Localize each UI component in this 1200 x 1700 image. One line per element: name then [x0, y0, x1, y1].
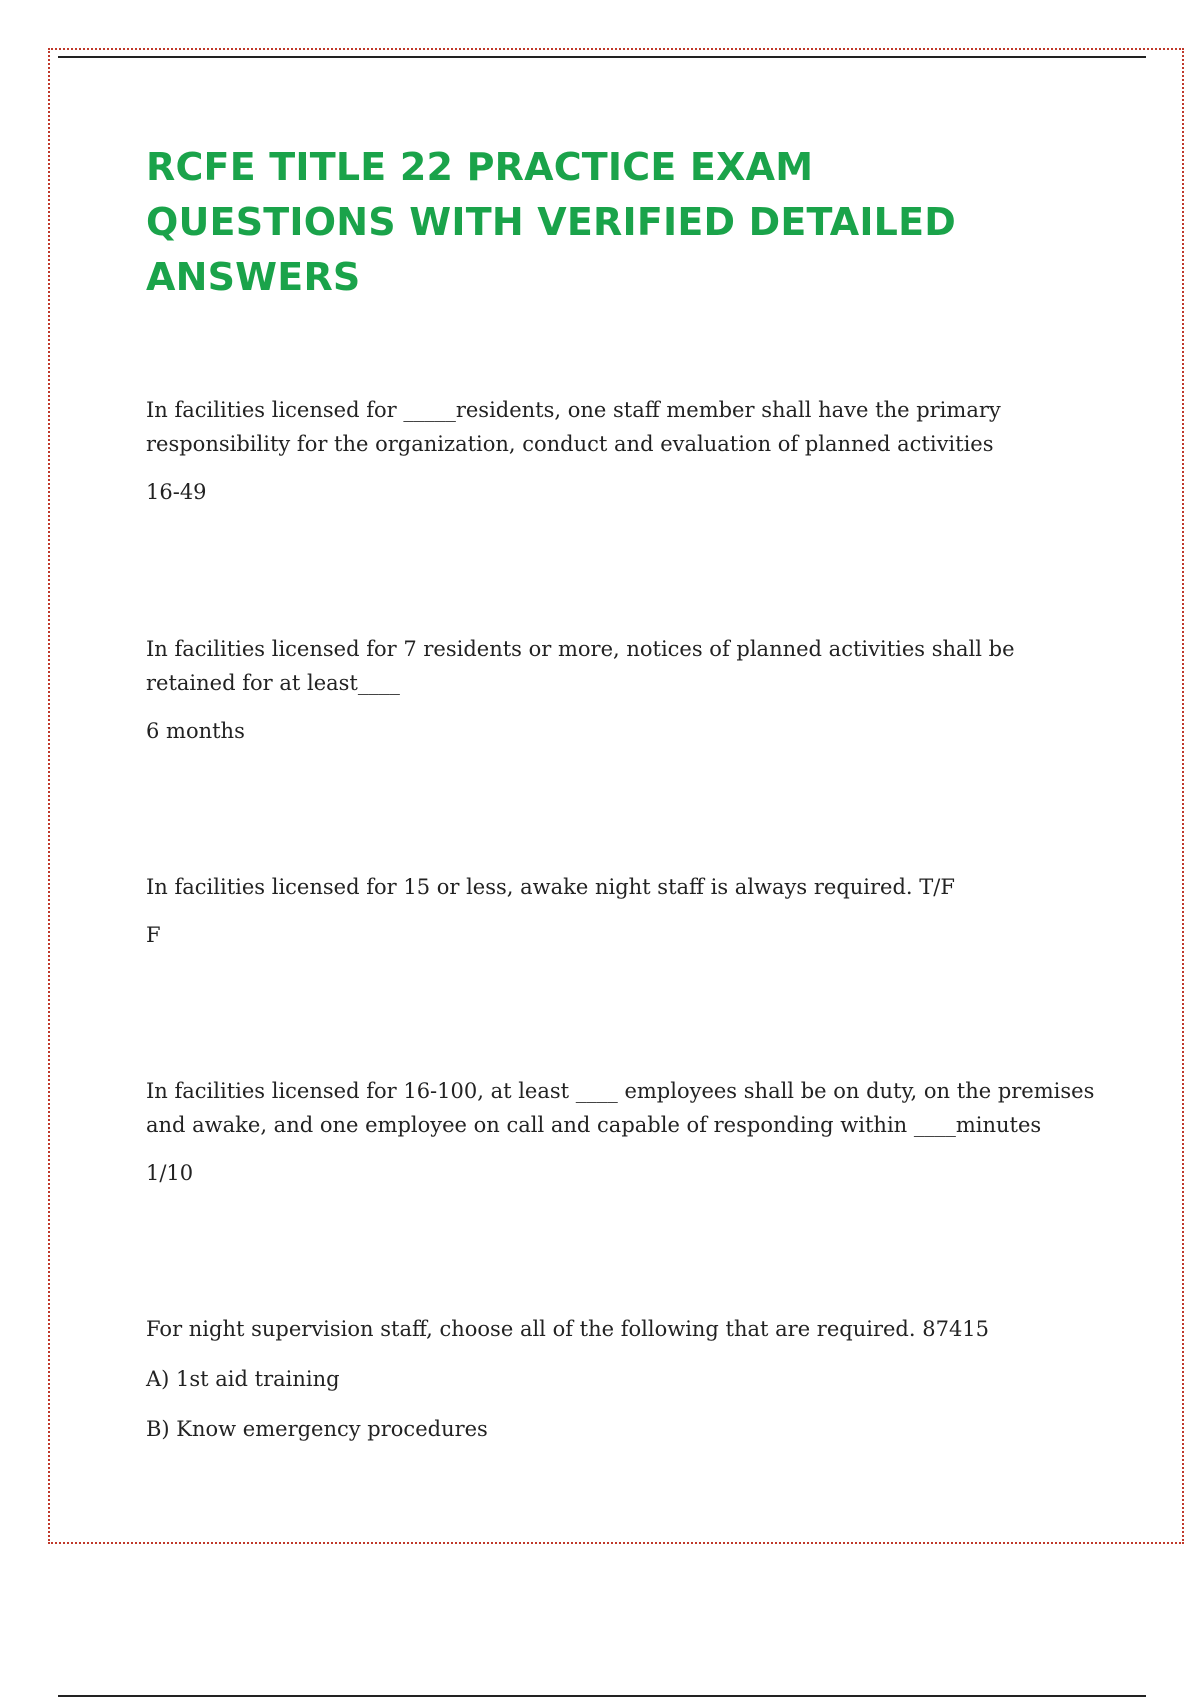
- question-text: In facilities licensed for 15 or less, awake night staff is always required. T/F: [146, 875, 955, 899]
- footer-rule: [58, 1695, 1146, 1697]
- question-block: [146, 393, 1106, 507]
- answer-option: B) Know emergency procedures: [146, 1417, 488, 1441]
- answer-text: 16-49: [146, 480, 207, 504]
- question-text: For night supervision staff, choose all of the following that are required. 87415: [146, 1317, 990, 1341]
- question-text: In facilities licensed for _____residents, one staff member shall have the primary responsibility for the organization, conduct and evaluation of planned activities: [146, 398, 1001, 456]
- answer-text: 1/10: [146, 1161, 194, 1185]
- question-block: [146, 632, 1106, 746]
- question-block: [146, 1074, 1106, 1188]
- answer-option: A) 1st aid training: [146, 1367, 340, 1391]
- question-block: [146, 1312, 1106, 1444]
- question-text: In facilities licensed for 7 residents or more, notices of planned activities shall be retained for at least____: [146, 637, 1015, 695]
- answer-text: F: [146, 923, 161, 947]
- document-title: RCFE TITLE 22 PRACTICE EXAM QUESTIONS WITH VERIFIED DETAILED ANSWERS: [146, 145, 956, 299]
- question-text: In facilities licensed for 16-100, at least ____ employees shall be on duty, on the premises and awake, and one employee on call and capable of responding within ____minutes: [146, 1079, 1095, 1137]
- question-block: [146, 870, 1106, 950]
- header-rule: [58, 56, 1146, 58]
- answer-text: 6 months: [146, 719, 245, 743]
